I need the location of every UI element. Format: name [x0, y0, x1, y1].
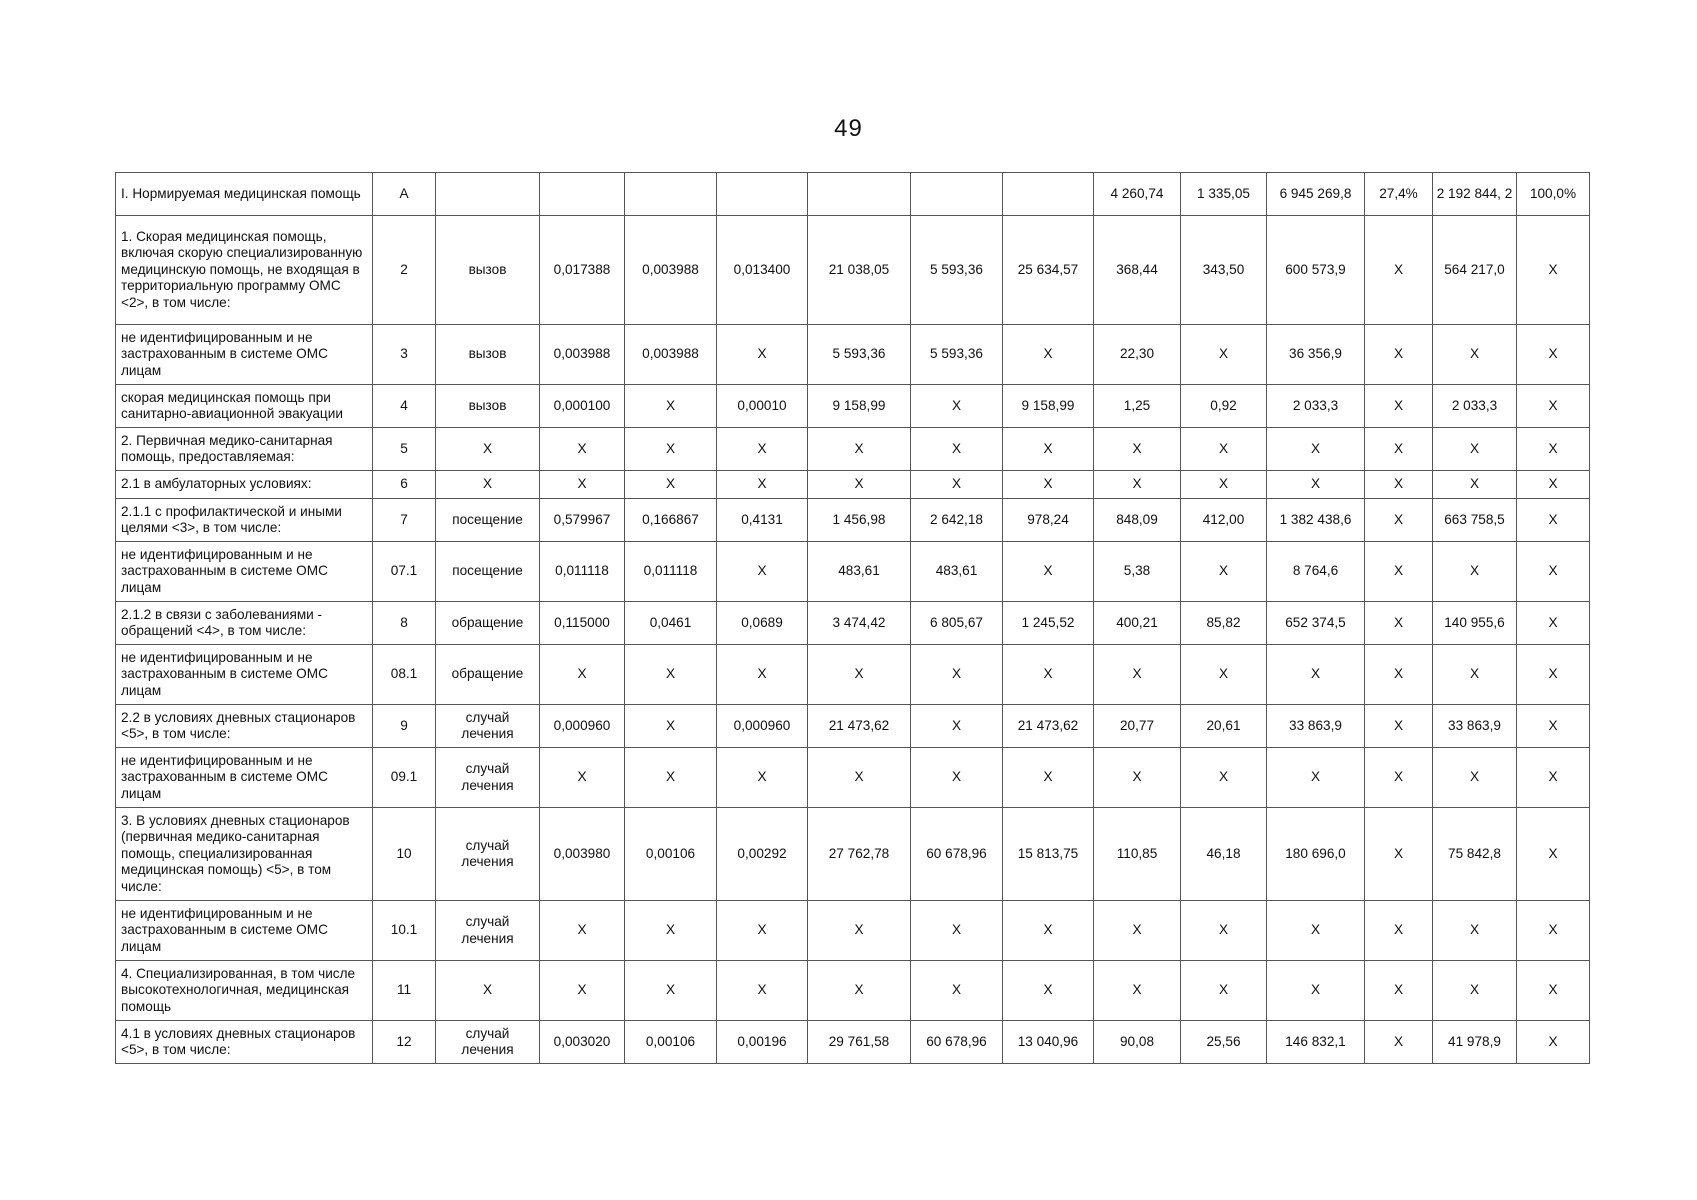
value-cell-1: 0,000960 — [540, 705, 625, 748]
value-cell-7: 90,08 — [1094, 1021, 1181, 1064]
value-cell-10: X — [1365, 748, 1433, 808]
value-cell-10: X — [1365, 325, 1433, 385]
unit-cell: вызов — [436, 385, 540, 428]
row-name-cell: не идентифицированным и не застрахованным в системе ОМС лицам — [116, 325, 373, 385]
value-cell-7: 400,21 — [1094, 602, 1181, 645]
value-cell-6: X — [1003, 748, 1094, 808]
value-cell-2 — [625, 173, 717, 216]
value-cell-12: X — [1517, 385, 1590, 428]
value-cell-12: X — [1517, 808, 1590, 901]
table-body — [116, 173, 1590, 1064]
value-cell-8: X — [1181, 901, 1267, 961]
value-cell-6: X — [1003, 471, 1094, 499]
row-name-cell: не идентифицированным и не застрахованным в системе ОМС лицам — [116, 901, 373, 961]
row-name-cell: 1. Скорая медицинская помощь, включая скорую специализированную медицинскую помощь, не входящая в территориальную программу ОМС <2>, в том числе: — [116, 216, 373, 325]
value-cell-11: X — [1433, 471, 1517, 499]
value-cell-4: 29 761,58 — [808, 1021, 911, 1064]
unit-cell: посещение — [436, 542, 540, 602]
value-cell-11: X — [1433, 542, 1517, 602]
value-cell-4: 3 474,42 — [808, 602, 911, 645]
value-cell-4 — [808, 173, 911, 216]
value-cell-3: 0,000960 — [717, 705, 808, 748]
value-cell-10: X — [1365, 499, 1433, 542]
value-cell-9: 8 764,6 — [1267, 542, 1365, 602]
unit-cell: X — [436, 961, 540, 1021]
value-cell-4: 21 473,62 — [808, 705, 911, 748]
value-cell-7: 848,09 — [1094, 499, 1181, 542]
value-cell-1 — [540, 173, 625, 216]
value-cell-9: 600 573,9 — [1267, 216, 1365, 325]
table-row — [116, 471, 1590, 499]
value-cell-1: X — [540, 428, 625, 471]
row-name-cell: 2.1 в амбулаторных условиях: — [116, 471, 373, 499]
value-cell-4: X — [808, 428, 911, 471]
row-code-cell: 8 — [373, 602, 436, 645]
row-name-cell: 2.2 в условиях дневных стационаров <5>, в том числе: — [116, 705, 373, 748]
unit-cell: вызов — [436, 216, 540, 325]
value-cell-1: X — [540, 901, 625, 961]
value-cell-11: X — [1433, 325, 1517, 385]
value-cell-3: 0,013400 — [717, 216, 808, 325]
value-cell-9: 2 033,3 — [1267, 385, 1365, 428]
value-cell-10: X — [1365, 645, 1433, 705]
value-cell-9: 33 863,9 — [1267, 705, 1365, 748]
value-cell-7: 110,85 — [1094, 808, 1181, 901]
value-cell-5: 6 805,67 — [911, 602, 1003, 645]
value-cell-1: 0,579967 — [540, 499, 625, 542]
value-cell-2: 0,003988 — [625, 325, 717, 385]
table-row — [116, 961, 1590, 1021]
value-cell-8: X — [1181, 325, 1267, 385]
value-cell-3 — [717, 173, 808, 216]
row-name-cell: 4.1 в условиях дневных стационаров <5>, в том числе: — [116, 1021, 373, 1064]
value-cell-11: X — [1433, 748, 1517, 808]
row-code-cell: 2 — [373, 216, 436, 325]
table-row — [116, 542, 1590, 602]
value-cell-8: X — [1181, 471, 1267, 499]
row-name-cell: 4. Специализированная, в том числе высокотехнологичная, медицинская помощь — [116, 961, 373, 1021]
value-cell-10: X — [1365, 961, 1433, 1021]
value-cell-12: X — [1517, 471, 1590, 499]
unit-cell: случай лечения — [436, 705, 540, 748]
value-cell-10: X — [1365, 901, 1433, 961]
value-cell-3: 0,00010 — [717, 385, 808, 428]
value-cell-8: 46,18 — [1181, 808, 1267, 901]
value-cell-10: X — [1365, 216, 1433, 325]
value-cell-12: X — [1517, 1021, 1590, 1064]
value-cell-1: 0,003980 — [540, 808, 625, 901]
table-row — [116, 748, 1590, 808]
value-cell-6: 21 473,62 — [1003, 705, 1094, 748]
value-cell-9: X — [1267, 428, 1365, 471]
row-name-cell: I. Нормируемая медицинская помощь — [116, 173, 373, 216]
table-row — [116, 173, 1590, 216]
value-cell-7: X — [1094, 428, 1181, 471]
value-cell-3: X — [717, 428, 808, 471]
value-cell-4: 9 158,99 — [808, 385, 911, 428]
value-cell-5: X — [911, 961, 1003, 1021]
value-cell-8: 20,61 — [1181, 705, 1267, 748]
row-name-cell: скорая медицинская помощь при санитарно-авиационной эвакуации — [116, 385, 373, 428]
row-name-cell: 2.1.1 с профилактической и иными целями <3>, в том числе: — [116, 499, 373, 542]
row-code-cell: 08.1 — [373, 645, 436, 705]
value-cell-5: 483,61 — [911, 542, 1003, 602]
value-cell-12: X — [1517, 602, 1590, 645]
value-cell-5 — [911, 173, 1003, 216]
value-cell-8: X — [1181, 961, 1267, 1021]
value-cell-1: 0,003020 — [540, 1021, 625, 1064]
row-code-cell: 09.1 — [373, 748, 436, 808]
value-cell-9: 1 382 438,6 — [1267, 499, 1365, 542]
value-cell-10: X — [1365, 385, 1433, 428]
value-cell-8: 0,92 — [1181, 385, 1267, 428]
value-cell-1: 0,115000 — [540, 602, 625, 645]
table-row — [116, 325, 1590, 385]
unit-cell: вызов — [436, 325, 540, 385]
table-row — [116, 602, 1590, 645]
value-cell-6: X — [1003, 961, 1094, 1021]
value-cell-12: X — [1517, 901, 1590, 961]
value-cell-2: X — [625, 705, 717, 748]
value-cell-10: X — [1365, 428, 1433, 471]
value-cell-3: X — [717, 748, 808, 808]
value-cell-7: 368,44 — [1094, 216, 1181, 325]
value-cell-5: X — [911, 385, 1003, 428]
value-cell-11: 663 758,5 — [1433, 499, 1517, 542]
page-number: 49 — [834, 115, 863, 142]
value-cell-10: X — [1365, 471, 1433, 499]
value-cell-1: 0,011118 — [540, 542, 625, 602]
value-cell-7: 5,38 — [1094, 542, 1181, 602]
value-cell-9: X — [1267, 645, 1365, 705]
unit-cell: обращение — [436, 645, 540, 705]
value-cell-5: 60 678,96 — [911, 808, 1003, 901]
table-row — [116, 705, 1590, 748]
value-cell-11: 2 033,3 — [1433, 385, 1517, 428]
unit-cell: случай лечения — [436, 808, 540, 901]
value-cell-5: X — [911, 645, 1003, 705]
value-cell-1: X — [540, 961, 625, 1021]
value-cell-7: 4 260,74 — [1094, 173, 1181, 216]
value-cell-12: X — [1517, 705, 1590, 748]
value-cell-1: X — [540, 645, 625, 705]
value-cell-12: X — [1517, 499, 1590, 542]
unit-cell: обращение — [436, 602, 540, 645]
value-cell-3: X — [717, 645, 808, 705]
value-cell-3: 0,0689 — [717, 602, 808, 645]
row-code-cell: А — [373, 173, 436, 216]
value-cell-10: X — [1365, 705, 1433, 748]
data-table — [115, 172, 1590, 1064]
value-cell-5: 5 593,36 — [911, 216, 1003, 325]
value-cell-7: X — [1094, 961, 1181, 1021]
value-cell-5: 2 642,18 — [911, 499, 1003, 542]
value-cell-6: X — [1003, 645, 1094, 705]
row-name-cell: 2.1.2 в связи с заболеваниями - обращений <4>, в том числе: — [116, 602, 373, 645]
value-cell-2: 0,00106 — [625, 808, 717, 901]
value-cell-9: 652 374,5 — [1267, 602, 1365, 645]
row-code-cell: 6 — [373, 471, 436, 499]
row-code-cell: 11 — [373, 961, 436, 1021]
row-code-cell: 10.1 — [373, 901, 436, 961]
value-cell-5: X — [911, 428, 1003, 471]
value-cell-7: 1,25 — [1094, 385, 1181, 428]
value-cell-9: X — [1267, 471, 1365, 499]
value-cell-8: X — [1181, 428, 1267, 471]
value-cell-3: X — [717, 542, 808, 602]
value-cell-12: X — [1517, 748, 1590, 808]
value-cell-6: 1 245,52 — [1003, 602, 1094, 645]
unit-cell — [436, 173, 540, 216]
unit-cell: посещение — [436, 499, 540, 542]
value-cell-12: X — [1517, 542, 1590, 602]
value-cell-3: 0,00292 — [717, 808, 808, 901]
row-code-cell: 7 — [373, 499, 436, 542]
row-name-cell: 3. В условиях дневных стационаров (первичная медико-санитарная помощь, специализированная медицинская помощь) <5>, в том числе: — [116, 808, 373, 901]
value-cell-3: X — [717, 471, 808, 499]
table-row — [116, 499, 1590, 542]
value-cell-4: 1 456,98 — [808, 499, 911, 542]
value-cell-11: 33 863,9 — [1433, 705, 1517, 748]
value-cell-8: X — [1181, 645, 1267, 705]
value-cell-7: X — [1094, 645, 1181, 705]
row-name-cell: не идентифицированным и не застрахованным в системе ОМС лицам — [116, 542, 373, 602]
row-code-cell: 07.1 — [373, 542, 436, 602]
value-cell-11: 564 217,0 — [1433, 216, 1517, 325]
value-cell-1: X — [540, 748, 625, 808]
row-name-cell: 2. Первичная медико-санитарная помощь, предоставляемая: — [116, 428, 373, 471]
value-cell-12: X — [1517, 961, 1590, 1021]
value-cell-11: 140 955,6 — [1433, 602, 1517, 645]
value-cell-2: 0,0461 — [625, 602, 717, 645]
value-cell-6 — [1003, 173, 1094, 216]
unit-cell: X — [436, 428, 540, 471]
value-cell-5: X — [911, 748, 1003, 808]
value-cell-1: 0,003988 — [540, 325, 625, 385]
value-cell-6: X — [1003, 325, 1094, 385]
value-cell-12: X — [1517, 645, 1590, 705]
value-cell-6: X — [1003, 542, 1094, 602]
row-code-cell: 10 — [373, 808, 436, 901]
value-cell-2: X — [625, 428, 717, 471]
value-cell-6: 15 813,75 — [1003, 808, 1094, 901]
value-cell-11: X — [1433, 961, 1517, 1021]
value-cell-12: X — [1517, 325, 1590, 385]
value-cell-9: X — [1267, 961, 1365, 1021]
value-cell-5: X — [911, 705, 1003, 748]
value-cell-2: X — [625, 961, 717, 1021]
table-row — [116, 216, 1590, 325]
value-cell-4: X — [808, 961, 911, 1021]
value-cell-8: 343,50 — [1181, 216, 1267, 325]
value-cell-11: 41 978,9 — [1433, 1021, 1517, 1064]
value-cell-4: 27 762,78 — [808, 808, 911, 901]
value-cell-2: X — [625, 471, 717, 499]
value-cell-6: 9 158,99 — [1003, 385, 1094, 428]
value-cell-10: 27,4% — [1365, 173, 1433, 216]
value-cell-11: 2 192 844, 2 — [1433, 173, 1517, 216]
value-cell-9: 146 832,1 — [1267, 1021, 1365, 1064]
value-cell-8: 25,56 — [1181, 1021, 1267, 1064]
value-cell-4: X — [808, 471, 911, 499]
value-cell-6: X — [1003, 428, 1094, 471]
value-cell-1: 0,000100 — [540, 385, 625, 428]
value-cell-3: 0,00196 — [717, 1021, 808, 1064]
value-cell-12: X — [1517, 428, 1590, 471]
value-cell-6: 978,24 — [1003, 499, 1094, 542]
value-cell-12: 100,0% — [1517, 173, 1590, 216]
value-cell-7: X — [1094, 901, 1181, 961]
value-cell-5: 5 593,36 — [911, 325, 1003, 385]
value-cell-7: X — [1094, 471, 1181, 499]
value-cell-2: 0,003988 — [625, 216, 717, 325]
value-cell-2: X — [625, 901, 717, 961]
value-cell-2: X — [625, 748, 717, 808]
value-cell-12: X — [1517, 216, 1590, 325]
value-cell-4: 5 593,36 — [808, 325, 911, 385]
value-cell-11: 75 842,8 — [1433, 808, 1517, 901]
unit-cell: X — [436, 471, 540, 499]
value-cell-10: X — [1365, 1021, 1433, 1064]
row-code-cell: 12 — [373, 1021, 436, 1064]
value-cell-6: 25 634,57 — [1003, 216, 1094, 325]
value-cell-11: X — [1433, 645, 1517, 705]
row-name-cell: не идентифицированным и не застрахованным в системе ОМС лицам — [116, 645, 373, 705]
value-cell-9: 36 356,9 — [1267, 325, 1365, 385]
value-cell-11: X — [1433, 901, 1517, 961]
value-cell-3: X — [717, 325, 808, 385]
value-cell-6: X — [1003, 901, 1094, 961]
value-cell-5: 60 678,96 — [911, 1021, 1003, 1064]
value-cell-3: X — [717, 961, 808, 1021]
value-cell-9: X — [1267, 748, 1365, 808]
value-cell-2: X — [625, 385, 717, 428]
value-cell-7: X — [1094, 748, 1181, 808]
value-cell-9: X — [1267, 901, 1365, 961]
value-cell-2: X — [625, 645, 717, 705]
value-cell-5: X — [911, 471, 1003, 499]
table-row — [116, 1021, 1590, 1064]
value-cell-8: X — [1181, 542, 1267, 602]
table-row — [116, 645, 1590, 705]
value-cell-4: X — [808, 748, 911, 808]
table-row — [116, 428, 1590, 471]
value-cell-4: 21 038,05 — [808, 216, 911, 325]
unit-cell: случай лечения — [436, 1021, 540, 1064]
value-cell-10: X — [1365, 542, 1433, 602]
value-cell-8: X — [1181, 748, 1267, 808]
value-cell-1: X — [540, 471, 625, 499]
value-cell-10: X — [1365, 808, 1433, 901]
value-cell-4: X — [808, 645, 911, 705]
value-cell-7: 22,30 — [1094, 325, 1181, 385]
table-row — [116, 808, 1590, 901]
table-row — [116, 901, 1590, 961]
value-cell-11: X — [1433, 428, 1517, 471]
row-code-cell: 5 — [373, 428, 436, 471]
value-cell-8: 85,82 — [1181, 602, 1267, 645]
row-code-cell: 3 — [373, 325, 436, 385]
value-cell-8: 412,00 — [1181, 499, 1267, 542]
value-cell-2: 0,166867 — [625, 499, 717, 542]
value-cell-4: X — [808, 901, 911, 961]
value-cell-2: 0,00106 — [625, 1021, 717, 1064]
value-cell-9: 180 696,0 — [1267, 808, 1365, 901]
table-row — [116, 385, 1590, 428]
value-cell-3: X — [717, 901, 808, 961]
row-name-cell: не идентифицированным и не застрахованным в системе ОМС лицам — [116, 748, 373, 808]
value-cell-8: 1 335,05 — [1181, 173, 1267, 216]
value-cell-1: 0,017388 — [540, 216, 625, 325]
value-cell-3: 0,4131 — [717, 499, 808, 542]
value-cell-6: 13 040,96 — [1003, 1021, 1094, 1064]
row-code-cell: 4 — [373, 385, 436, 428]
unit-cell: случай лечения — [436, 901, 540, 961]
value-cell-7: 20,77 — [1094, 705, 1181, 748]
value-cell-10: X — [1365, 602, 1433, 645]
value-cell-4: 483,61 — [808, 542, 911, 602]
unit-cell: случай лечения — [436, 748, 540, 808]
row-code-cell: 9 — [373, 705, 436, 748]
value-cell-9: 6 945 269,8 — [1267, 173, 1365, 216]
value-cell-5: X — [911, 901, 1003, 961]
value-cell-2: 0,011118 — [625, 542, 717, 602]
